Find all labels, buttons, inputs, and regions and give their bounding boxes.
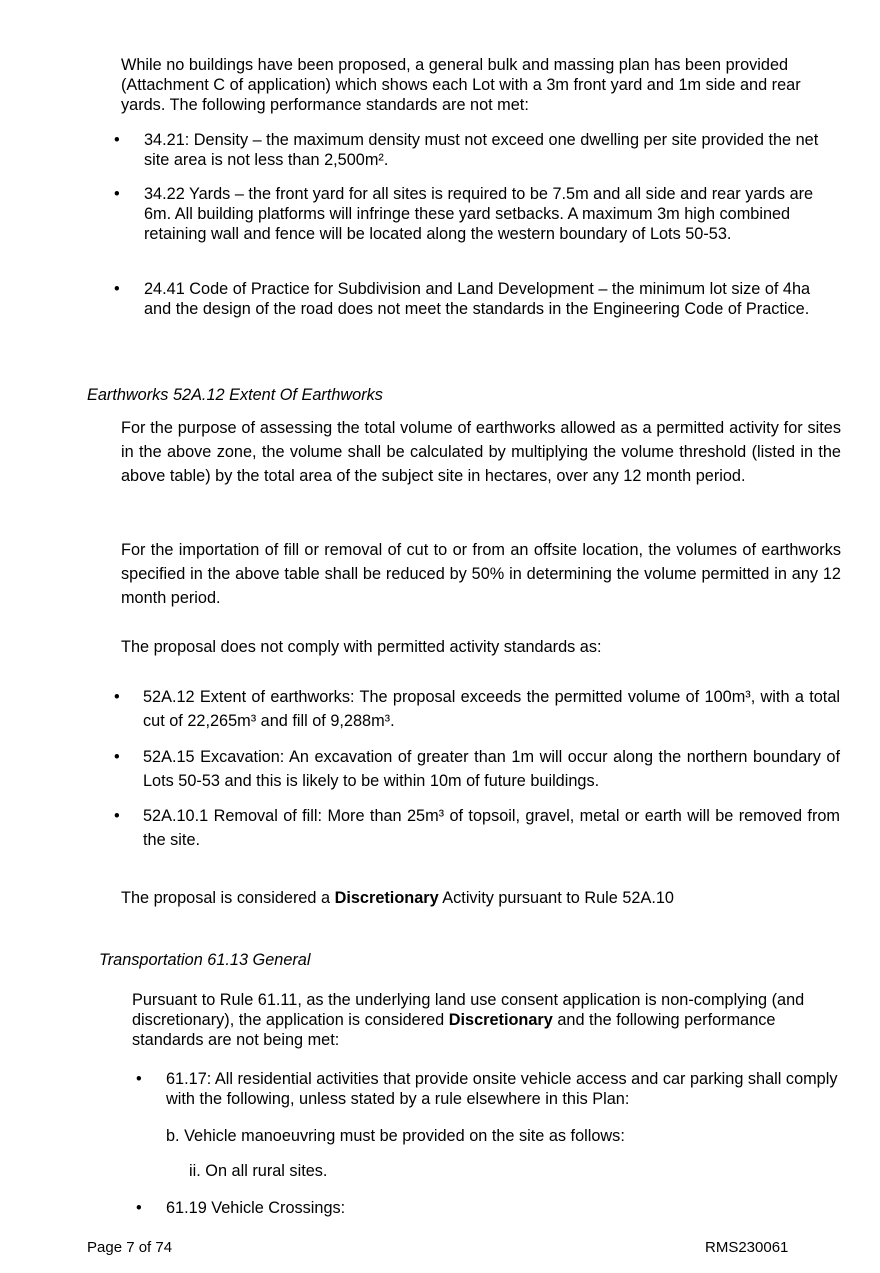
- transport-sub-ii: ii. On all rural sites.: [189, 1162, 328, 1180]
- bullet-marker: •: [114, 185, 120, 203]
- intro-paragraph: While no buildings have been proposed, a general bulk and massing plan has been provided (Attachment C of application) which shows each Lot with a 3m front yard and 1m side and rear yards. The following performance standards are not met:: [121, 56, 801, 114]
- earthworks-bullet-extent: 52A.12 Extent of earthworks: The proposal exceeds the permitted volume of 100m³, with a total cut of 22,265m³ and fill of 9,288m³.: [143, 688, 840, 730]
- bullet-marker: •: [114, 131, 120, 149]
- earthworks-heading: Earthworks 52A.12 Extent Of Earthworks: [87, 386, 383, 404]
- transport-heading: Transportation 61.13 General: [99, 951, 311, 969]
- transport-sub-b: b. Vehicle manoeuvring must be provided on the site as follows:: [166, 1127, 625, 1145]
- earthworks-para-1: For the purpose of assessing the total volume of earthworks allowed as a permitted activity for sites in the above zone, the volume shall be calculated by multiplying the volume threshold (listed in the above table) by the total area of the subject site in hectares, over any 12 month period.: [121, 419, 841, 485]
- bullet-marker: •: [114, 688, 120, 706]
- bullet-marker: •: [114, 807, 120, 825]
- bullet-marker: •: [114, 748, 120, 766]
- bullet-marker: •: [114, 280, 120, 298]
- conclusion-text-bold: Discretionary: [334, 889, 439, 907]
- standard-24-41: 24.41 Code of Practice for Subdivision and Land Development – the minimum lot size of 4ha and the design of the road does not meet the standards in the Engineering Code of Practice.: [144, 280, 811, 318]
- document-reference: RMS230061: [705, 1239, 789, 1256]
- earthworks-bullet-excavation: 52A.15 Excavation: An excavation of greater than 1m will occur along the northern boundary of Lots 50-53 and this is likely to be within 10m of future buildings.: [143, 748, 840, 790]
- earthworks-para-2: For the importation of fill or removal of cut to or from an offsite location, the volumes of earthworks specified in the above table shall be reduced by 50% in determining the volume permitted in any 12 month period.: [121, 541, 841, 607]
- standard-34-21: 34.21: Density – the maximum density must not exceed one dwelling per site provided the net site area is not less than 2,500m².: [144, 131, 819, 169]
- transport-bullet-61-19: 61.19 Vehicle Crossings:: [166, 1199, 346, 1217]
- transport-text-post: and the following performance standards are not being met:: [132, 1011, 776, 1049]
- transport-paragraph: [132, 990, 832, 1050]
- bullet-marker: •: [136, 1199, 142, 1217]
- transport-bullet-61-17: 61.17: All residential activities that provide onsite vehicle access and car parking shall comply with the following, unless stated by a rule elsewhere in this Plan:: [166, 1070, 838, 1108]
- earthworks-para-3: The proposal does not comply with permitted activity standards as:: [121, 638, 602, 656]
- conclusion-text-pre: The proposal is considered a: [121, 889, 335, 907]
- transport-text-pre: Pursuant to Rule 61.11, as the underlying land use consent application is non-complying (and discretionary), the application is considered: [132, 991, 805, 1029]
- page-number: Page 7 of 74: [87, 1239, 173, 1256]
- transport-text-bold: Discretionary: [448, 1011, 553, 1029]
- conclusion-text-post: Activity pursuant to Rule 52A.10: [438, 889, 674, 907]
- bullet-marker: •: [136, 1070, 142, 1088]
- earthworks-conclusion: [121, 886, 841, 910]
- standard-34-22: 34.22 Yards – the front yard for all sites is required to be 7.5m and all side and rear yards are 6m. All building platforms will infringe these yard setbacks. A maximum 3m high combined retaining wall and fence will be located along the western boundary of Lots 50-53.: [144, 185, 814, 243]
- earthworks-bullet-removal: 52A.10.1 Removal of fill: More than 25m³ of topsoil, gravel, metal or earth will be removed from the site.: [143, 807, 840, 849]
